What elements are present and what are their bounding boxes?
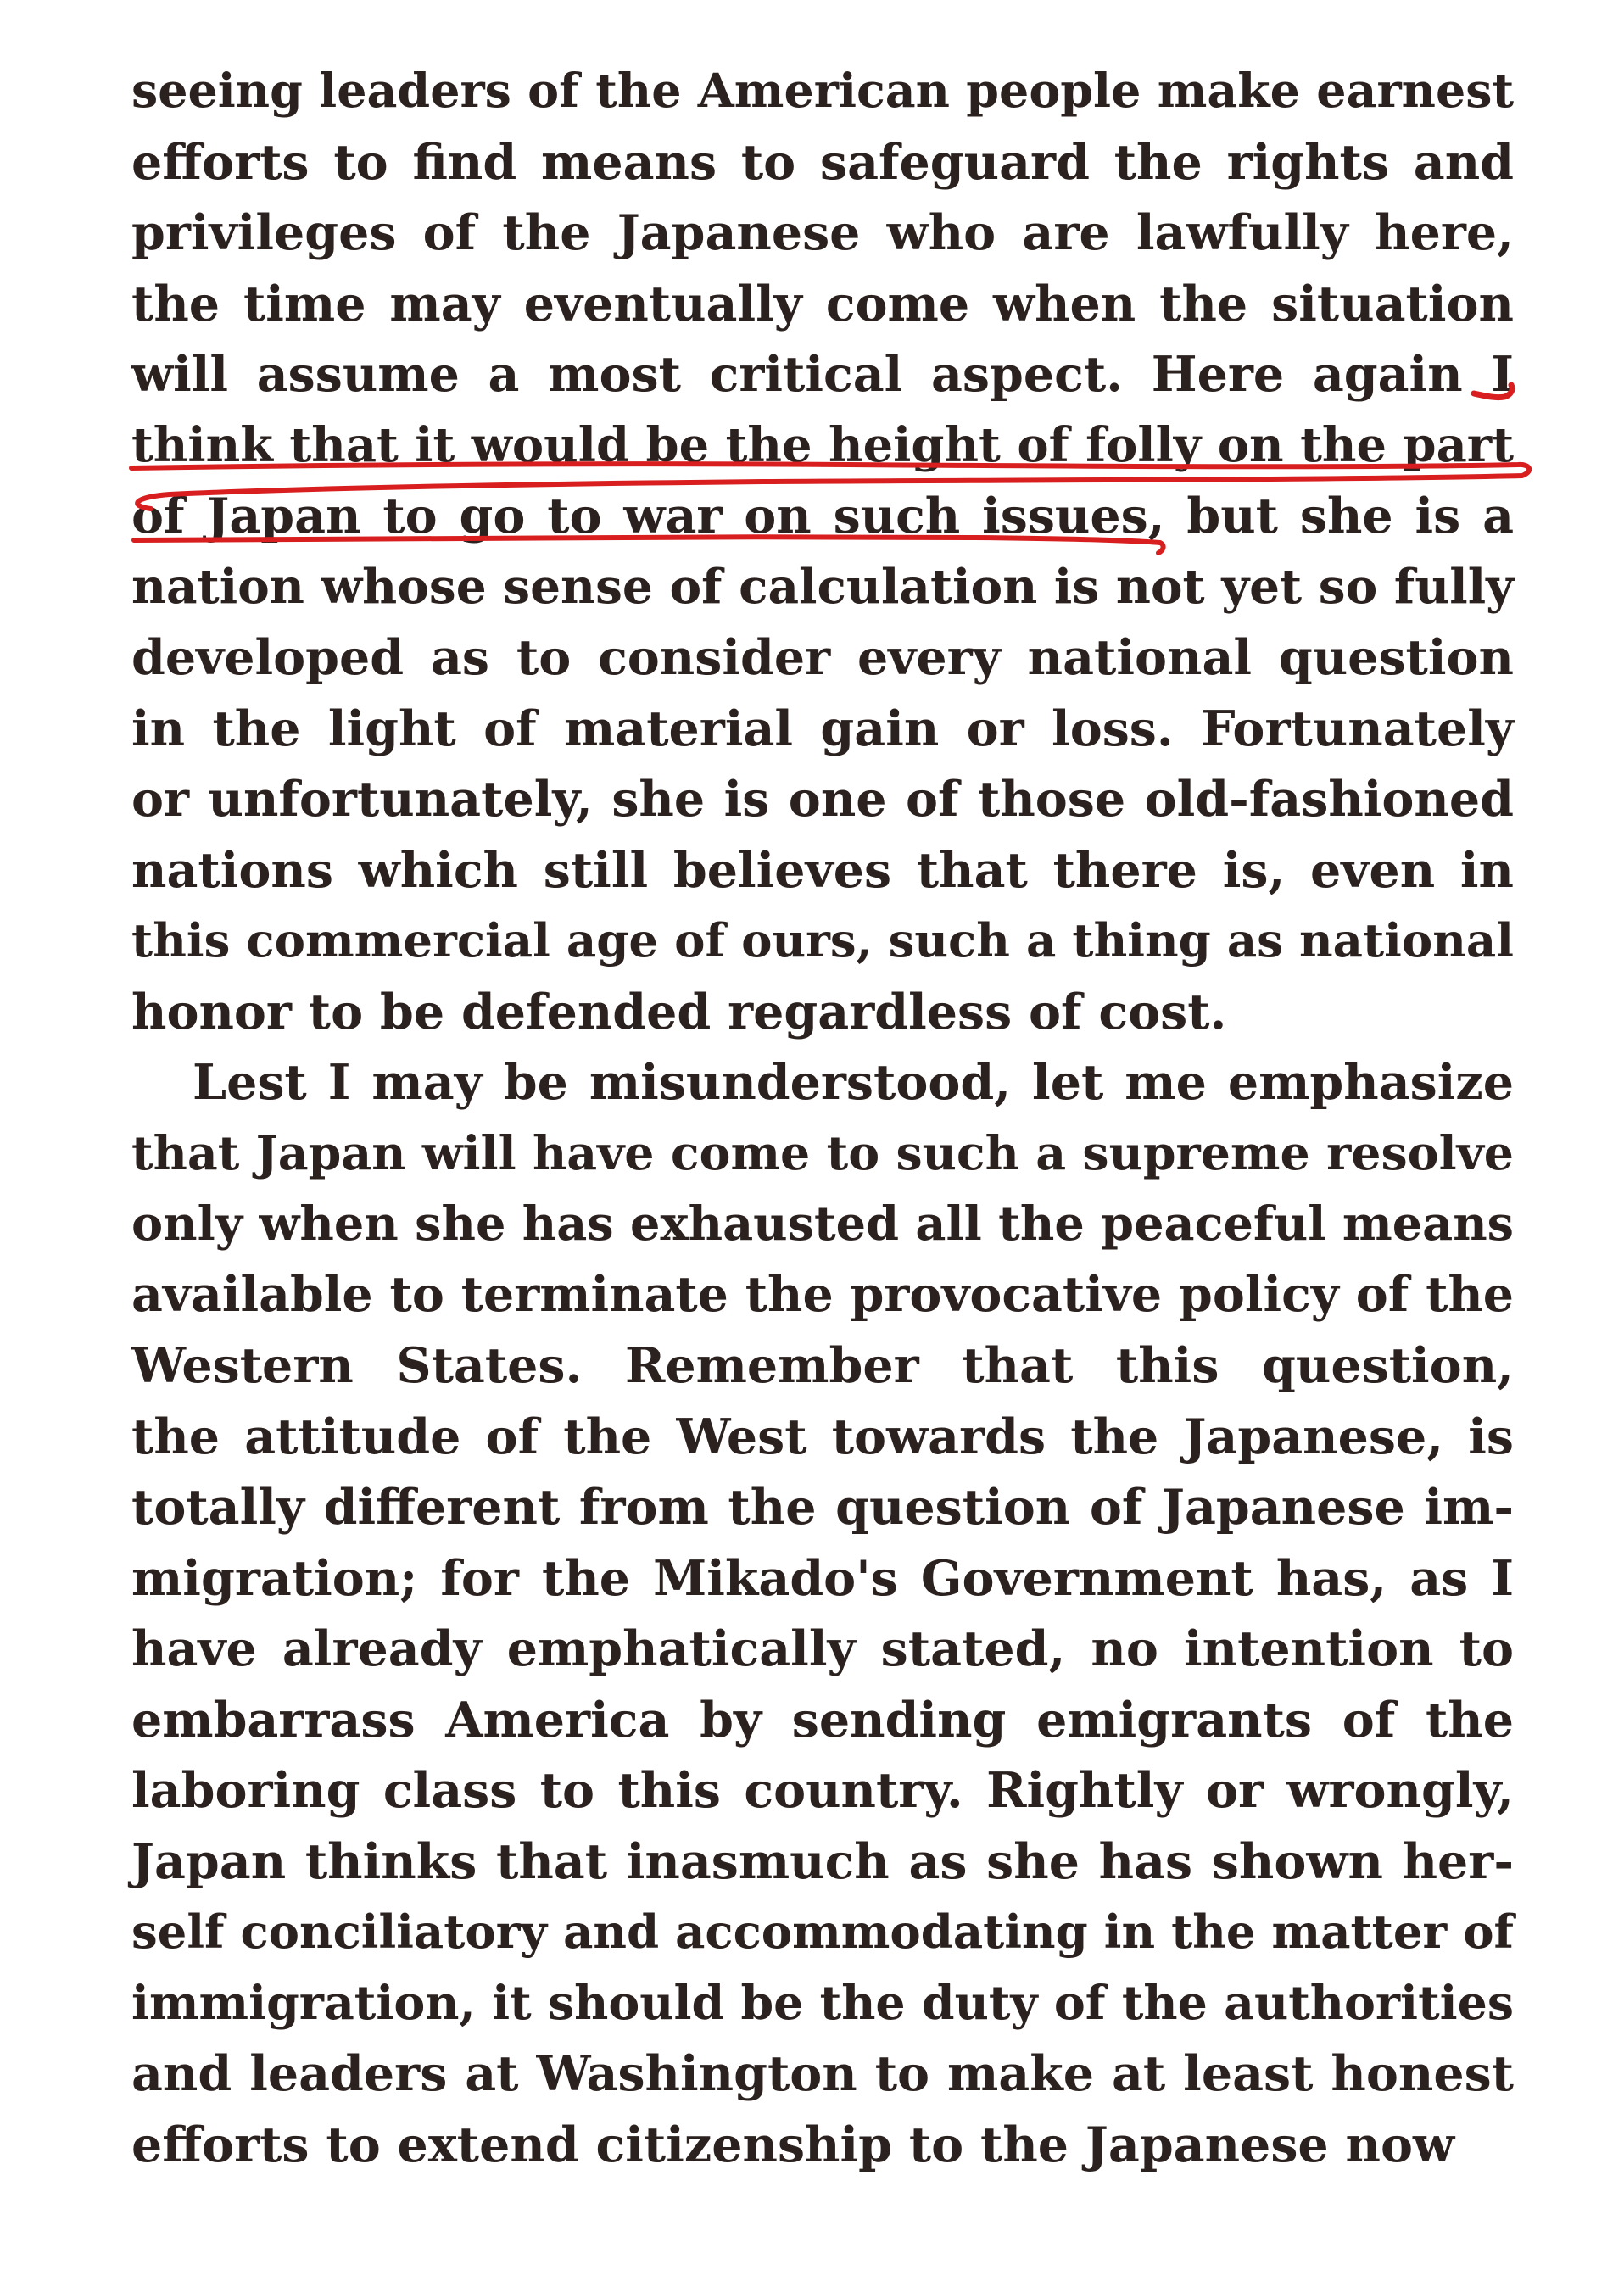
- text-line: will assume a most critical aspect. Here again I: [131, 346, 1514, 403]
- text-line: embarrass America by sending emigrants of the: [131, 1691, 1514, 1748]
- text-line: and leaders at Washington to make at least honest: [131, 2045, 1514, 2102]
- text-line: nations which still believes that there is, even in: [131, 841, 1514, 899]
- text-line-underlined: of Japan to go to war on such issues, but she is a: [131, 488, 1514, 544]
- text-line: have already emphatically stated, no intention to: [131, 1620, 1514, 1677]
- text-line: efforts to find means to safeguard the rights and: [131, 133, 1514, 191]
- text-line: only when she has exhausted all the peaceful means: [131, 1196, 1514, 1252]
- text-line: laboring class to this country. Rightly or wrongly,: [131, 1762, 1514, 1819]
- text-line: in the light of material gain or loss. Fortunately: [131, 700, 1514, 757]
- text-line: totally different from the question of Japanese im-: [131, 1479, 1514, 1536]
- paragraph: [131, 56, 1514, 1047]
- text-line: Japan thinks that inasmuch as she has shown her-: [131, 1832, 1514, 1890]
- text-line: developed as to consider every national question: [131, 629, 1514, 686]
- text-line: that Japan will have come to such a supreme resolve: [131, 1125, 1514, 1181]
- text-line: nation whose sense of calculation is not yet so fully: [131, 558, 1514, 615]
- text-line: the attitude of the West towards the Japanese, is: [131, 1408, 1514, 1465]
- text-line: privileges of the Japanese who are lawfully here,: [131, 204, 1514, 261]
- text-line: seeing leaders of the American people make earnest: [131, 64, 1515, 119]
- text-line: self conciliatory and accommodating in the matter of: [131, 1905, 1514, 1959]
- paragraphs: [131, 56, 1514, 2180]
- text-line: Western States. Remember that this question,: [131, 1337, 1514, 1394]
- document-body: [131, 56, 1514, 2180]
- text-line: or unfortunately, she is one of those old-fashioned: [131, 771, 1514, 828]
- text-line: available to terminate the provocative policy of the: [131, 1266, 1514, 1323]
- text-line: this commercial age of ours, such a thing as national: [131, 913, 1514, 968]
- text-line: honor to be defended regardless of cost.: [131, 983, 1227, 1040]
- text-line: the time may eventually come when the situation: [131, 275, 1514, 332]
- text-line-underlined: think that it would be the height of folly on the part: [131, 417, 1514, 473]
- text-line: migration; for the Mikado's Government has, as I: [131, 1549, 1514, 1607]
- text-line: immigration, it should be the duty of the authorities: [131, 1975, 1514, 2031]
- text-line: Lest I may be misunderstood, let me emphasize: [193, 1054, 1514, 1111]
- text-line: efforts to extend citizenship to the Japanese now: [131, 2116, 1455, 2173]
- paragraph: [131, 1047, 1514, 2180]
